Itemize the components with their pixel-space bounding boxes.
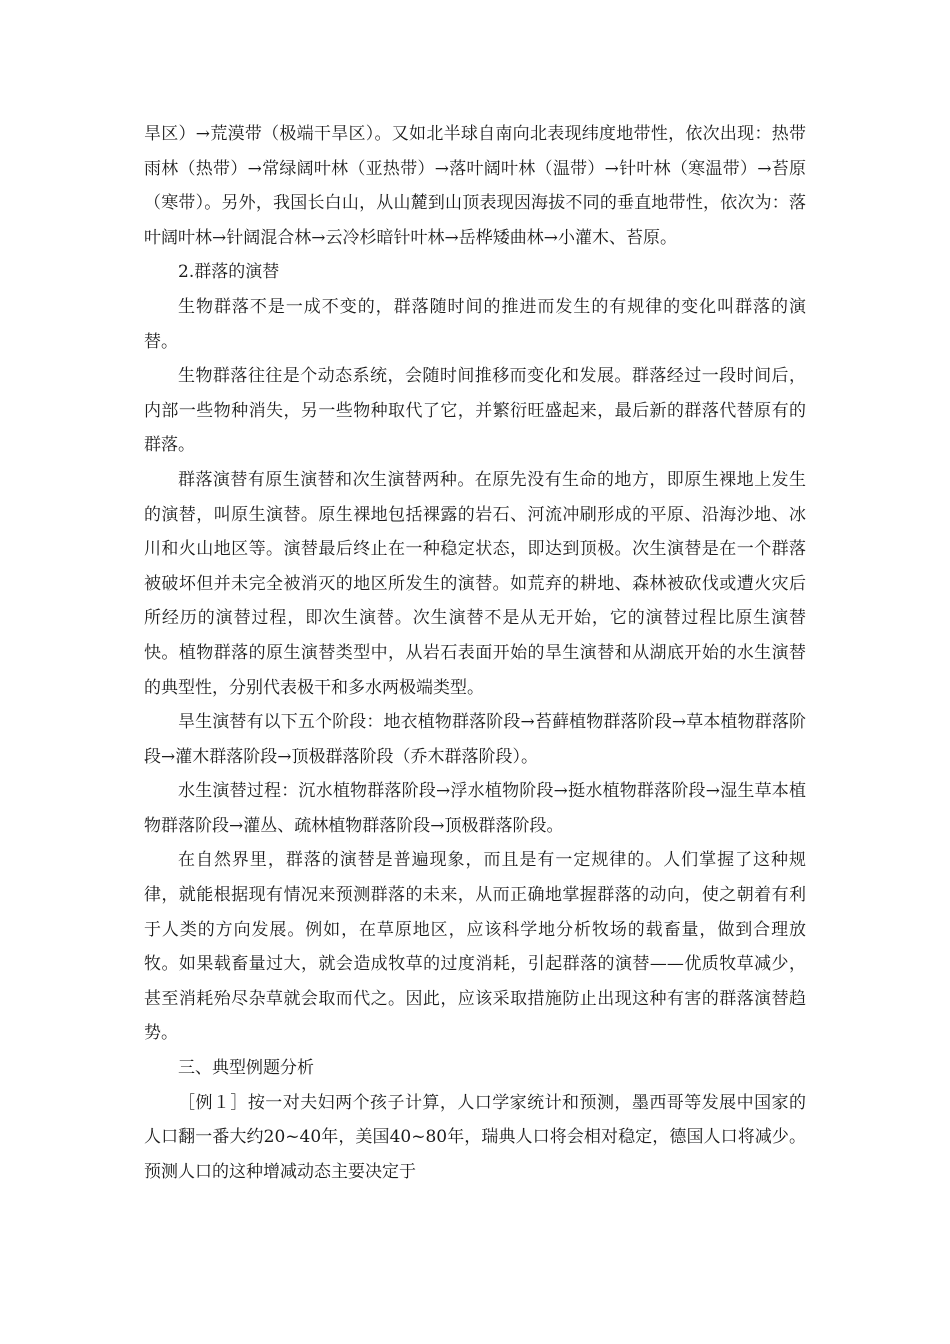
section-heading-succession: 2.群落的演替 bbox=[178, 262, 280, 283]
paragraph-hydrarch-process: 水生演替过程：沉水植物群落阶段→浮水植物阶段→挺水植物群落阶段→湿生草本植物群落阶段→灌丛、疏林植物群落阶段→顶极群落阶段。 bbox=[144, 781, 806, 836]
paragraph-dynamic-system: 生物群落往往是个动态系统，会随时间推移而变化和发展。群落经过一段时间后，内部一些物种消失，另一些物种取代了它，并繁衍旺盛起来，最后新的群落代替原有的群落。 bbox=[144, 366, 806, 456]
paragraph-grazing-example: 在自然界里，群落的演替是普遍现象，而且是有一定规律的。人们掌握了这种规律，就能根据现有情况来预测群落的未来，从而正确地掌握群落的动向，使之朝着有利于人类的方向发展。例如，在草原地区，应该科学地分析牧场的载畜量，做到合理放牧。如果载畜量过大，就会造成牧草的过度消耗，引起群落的演替——优质牧草减少，甚至消耗殆尽杂草就会取而代之。因此，应该采取措施防止出现这种有害的群落演替趋势。 bbox=[144, 850, 806, 1044]
paragraph-example-1: ［例１］按一对夫妇两个孩子计算，人口学家统计和预测，墨西哥等发展中国家的人口翻一番大约20~40年，美国40~80年，瑞典人口将会相对稳定，德国人口将减少。预测人口的这种增减动态主要决定于 bbox=[144, 1092, 806, 1182]
paragraph-xerarch-stages: 旱生演替有以下五个阶段：地衣植物群落阶段→苔藓植物群落阶段→草本植物群落阶段→灌木群落阶段→顶极群落阶段（乔木群落阶段）。 bbox=[144, 712, 806, 767]
paragraph-primary-secondary: 群落演替有原生演替和次生演替两种。在原先没有生命的地方，即原生裸地上发生的演替，叫原生演替。原生裸地包括裸露的岩石、河流冲刷形成的平原、沿海沙地、冰川和火山地区等。演替最后终止在一种稳定状态，即达到顶极。次生演替是在一个群落被破坏但并未完全被消灭的地区所发生的演替。如荒弃的耕地、森林被砍伐或遭火灾后所经历的演替过程，即次生演替。次生演替不是从无开始，它的演替过程比原生演替快。植物群落的原生演替类型中，从岩石表面开始的旱生演替和从湖底开始的水生演替的典型性，分别代表极干和多水两极端类型。 bbox=[144, 469, 806, 698]
paragraph-vegetation-zones: 旱区）→荒漠带（极端干旱区）。又如北半球自南向北表现纬度地带性，依次出现：热带雨林（热带）→常绿阔叶林（亚热带）→落叶阔叶林（温带）→针叶林（寒温带）→苔原（寒带）。另外，我国长白山，从山麓到山顶表现因海拔不同的垂直地带性，依次为：落叶阔叶林→针阔混合林→云冷杉暗针叶林→岳桦矮曲林→小灌木、苔原。 bbox=[144, 124, 806, 248]
paragraph-succession-definition: 生物群落不是一成不变的，群落随时间的推进而发生的有规律的变化叫群落的演替。 bbox=[144, 296, 806, 352]
section-heading-examples: 三、典型例题分析 bbox=[178, 1058, 314, 1079]
